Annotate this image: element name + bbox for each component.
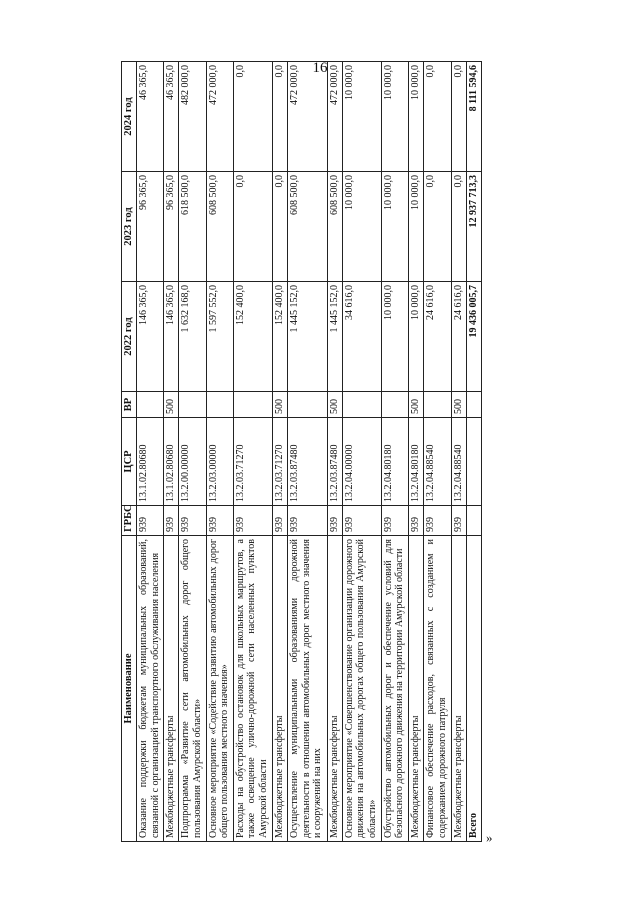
- row-2022: 146 365,0: [164, 282, 179, 392]
- row-2022: 24 616,0: [424, 282, 451, 392]
- row-csr: 13.2.00.00000: [179, 418, 206, 506]
- budget-table: [121, 61, 482, 842]
- row-2022: 152 400,0: [273, 282, 288, 392]
- row-2023: 0,0: [233, 172, 272, 282]
- row-vr: [233, 392, 272, 418]
- row-2024: 472 000,0: [327, 62, 342, 172]
- row-2023: 618 500,0: [179, 172, 206, 282]
- row-vr: [288, 392, 327, 418]
- row-grbs: 939: [288, 506, 327, 536]
- row-csr: 13.2.03.00000: [206, 418, 233, 506]
- row-2022: 24 616,0: [451, 282, 466, 392]
- row-vr: 500: [409, 392, 424, 418]
- row-grbs: 939: [233, 506, 272, 536]
- row-grbs: 939: [327, 506, 342, 536]
- row-2024: 10 000,0: [342, 62, 381, 172]
- row-2023: 96 365,0: [137, 172, 164, 282]
- header-2024: 2024 год: [122, 62, 137, 172]
- total-label: Всего: [466, 536, 481, 842]
- table-row: [137, 62, 164, 842]
- row-vr: 500: [273, 392, 288, 418]
- row-2022: 34 616,0: [342, 282, 381, 392]
- row-2023: 96 365,0: [164, 172, 179, 282]
- header-2022: 2022 год: [122, 282, 137, 392]
- row-2023: 608 500,0: [206, 172, 233, 282]
- row-2023: 10 000,0: [342, 172, 381, 282]
- row-grbs: 939: [273, 506, 288, 536]
- row-name: Подпрограмма «Развитие сети автомобильных дорог общего пользования Амурской области»: [179, 536, 206, 842]
- header-grbs: ГРБС: [122, 506, 137, 536]
- table-row: [179, 62, 206, 842]
- row-vr: [137, 392, 164, 418]
- row-2022: 1 445 152,0: [327, 282, 342, 392]
- row-2024: 0,0: [233, 62, 272, 172]
- header-name: Наименование: [122, 536, 137, 842]
- row-2022: 146 365,0: [137, 282, 164, 392]
- row-2024: 0,0: [424, 62, 451, 172]
- row-csr: 13.1.02.80680: [164, 418, 179, 506]
- row-name: Межбюджетные трансферты: [451, 536, 466, 842]
- row-grbs: 939: [206, 506, 233, 536]
- row-csr: 13.1.02.80680: [137, 418, 164, 506]
- total-2023: 12 937 713,3: [466, 172, 481, 282]
- row-name: Межбюджетные трансферты: [164, 536, 179, 842]
- table-row: [233, 62, 272, 842]
- row-grbs: 939: [424, 506, 451, 536]
- row-name: Межбюджетные трансферты: [327, 536, 342, 842]
- row-grbs: 939: [164, 506, 179, 536]
- row-2023: 608 500,0: [288, 172, 327, 282]
- row-csr: 13.2.04.80180: [381, 418, 408, 506]
- table-row: [327, 62, 342, 842]
- row-csr: 13.2.03.71270: [233, 418, 272, 506]
- row-2022: 1 445 152,0: [288, 282, 327, 392]
- row-2024: 0,0: [451, 62, 466, 172]
- row-name: Обустройство автомобильных дорог и обеспечение условий для безопасного дорожного движения на территории Амурской области: [381, 536, 408, 842]
- row-2024: 10 000,0: [409, 62, 424, 172]
- rotated-table-container: [121, 62, 482, 842]
- total-vr: [466, 392, 481, 418]
- row-csr: 13.2.04.80180: [409, 418, 424, 506]
- header-csr: ЦСР: [122, 418, 137, 506]
- row-2022: 1 632 168,0: [179, 282, 206, 392]
- row-csr: 13.2.04.88540: [424, 418, 451, 506]
- row-csr: 13.2.03.87480: [327, 418, 342, 506]
- row-csr: 13.2.04.00000: [342, 418, 381, 506]
- row-2023: 10 000,0: [381, 172, 408, 282]
- row-2022: 10 000,0: [409, 282, 424, 392]
- table-row: [164, 62, 179, 842]
- row-name: Межбюджетные трансферты: [273, 536, 288, 842]
- row-grbs: 939: [179, 506, 206, 536]
- row-vr: 500: [164, 392, 179, 418]
- table-row: [342, 62, 381, 842]
- row-2024: 46 365,0: [164, 62, 179, 172]
- table-row: [273, 62, 288, 842]
- row-2023: 0,0: [451, 172, 466, 282]
- row-vr: 500: [451, 392, 466, 418]
- table-total-row: [466, 62, 481, 842]
- row-csr: 13.2.04.88540: [451, 418, 466, 506]
- row-2024: 472 000,0: [206, 62, 233, 172]
- table-row: [409, 62, 424, 842]
- total-2022: 19 436 005,7: [466, 282, 481, 392]
- row-2023: 0,0: [273, 172, 288, 282]
- row-grbs: 939: [409, 506, 424, 536]
- row-vr: [179, 392, 206, 418]
- total-2024: 8 111 594,6: [466, 62, 481, 172]
- row-2022: 152 400,0: [233, 282, 272, 392]
- row-2024: 482 000,0: [179, 62, 206, 172]
- row-csr: 13.2.03.71270: [273, 418, 288, 506]
- table-row: [424, 62, 451, 842]
- row-grbs: 939: [381, 506, 408, 536]
- table-row: [381, 62, 408, 842]
- row-2022: 10 000,0: [381, 282, 408, 392]
- header-vr: ВР: [122, 392, 137, 418]
- row-vr: [342, 392, 381, 418]
- row-2022: 1 597 552,0: [206, 282, 233, 392]
- header-2023: 2023 год: [122, 172, 137, 282]
- row-grbs: 939: [342, 506, 381, 536]
- row-2024: 0,0: [273, 62, 288, 172]
- row-name: Финансовое обеспечение расходов, связанных с созданием и содержанием дорожного патруля: [424, 536, 451, 842]
- row-csr: 13.2.03.87480: [288, 418, 327, 506]
- total-grbs: [466, 506, 481, 536]
- page-number: 16: [312, 60, 328, 76]
- row-2024: 46 365,0: [137, 62, 164, 172]
- table-row: [206, 62, 233, 842]
- row-2023: 608 500,0: [327, 172, 342, 282]
- row-vr: [424, 392, 451, 418]
- table-header-row: [122, 62, 137, 842]
- row-2023: 0,0: [424, 172, 451, 282]
- row-vr: [381, 392, 408, 418]
- row-grbs: 939: [137, 506, 164, 536]
- row-name: Межбюджетные трансферты: [409, 536, 424, 842]
- row-name: Расходы на обустройство остановок для школьных маршрутов, а также освещение улично-дорожной сети населенных пунктов Амурской области: [233, 536, 272, 842]
- row-vr: 500: [327, 392, 342, 418]
- row-2023: 10 000,0: [409, 172, 424, 282]
- row-name: Основное мероприятие «Совершенствование организации дорожного движения на автомобильных дорогах общего пользования Амурской области»: [342, 536, 381, 842]
- closing-quote: »: [486, 830, 493, 845]
- row-grbs: 939: [451, 506, 466, 536]
- row-2024: 10 000,0: [381, 62, 408, 172]
- row-2024: 472 000,0: [288, 62, 327, 172]
- row-name: Основное мероприятие «Содействие развитию автомобильных дорог общего пользования местного значения»: [206, 536, 233, 842]
- row-name: Оказание поддержки бюджетам муниципальных образований, связанной с организацией транспортного обслуживания населения: [137, 536, 164, 842]
- row-vr: [206, 392, 233, 418]
- row-name: Осуществление муниципальными образованиями дорожной деятельности в отношении автомобильных дорог местного значения и сооружений на них: [288, 536, 327, 842]
- total-csr: [466, 418, 481, 506]
- table-row: [451, 62, 466, 842]
- table-row: [288, 62, 327, 842]
